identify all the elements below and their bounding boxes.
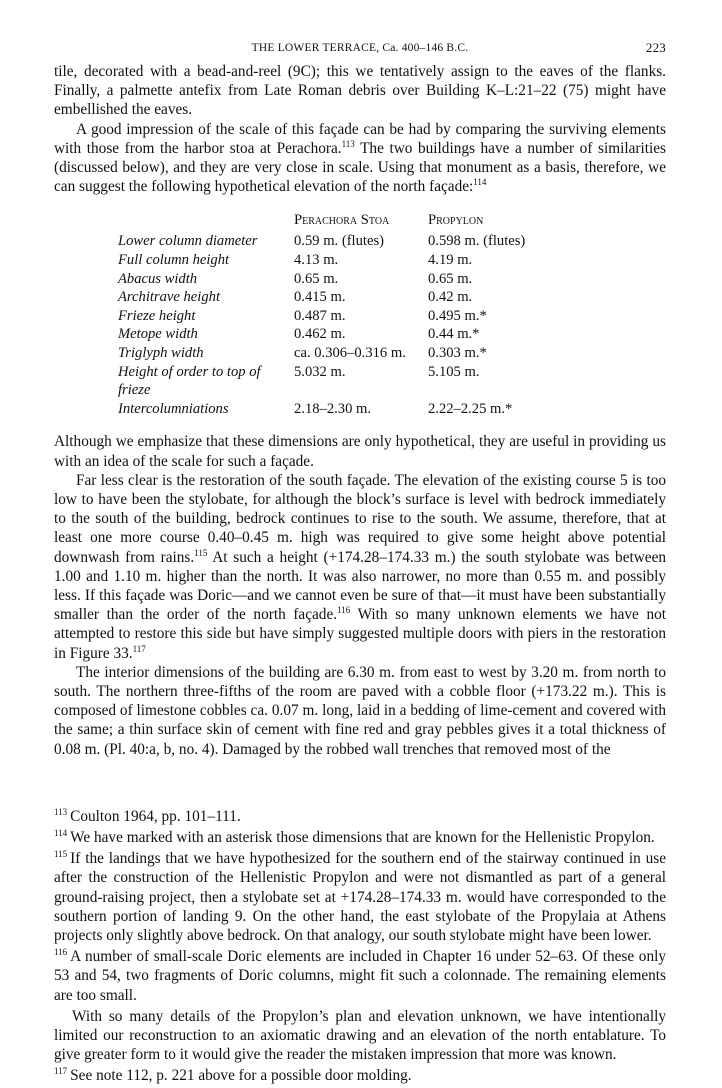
stoa-value: 2.18–2.30 m.	[294, 400, 372, 417]
paragraph-3: Although we emphasize that these dimensions are only hypothetical, they are useful in providing us with an idea of the scale for such a façade.	[54, 433, 666, 470]
table-row	[118, 307, 525, 326]
row-label: Architrave height	[118, 289, 220, 306]
paragraph-1: tile, decorated with a bead-and-reel (9C); this we tentatively assign to the eaves of the flanks. Finally, a palmette antefix from Late Roman debris over Building K–L:21–22 (75) might have embellished the eaves.	[54, 63, 666, 119]
row-label: Triglyph width	[118, 344, 204, 361]
propylon-value: 0.495 m.*	[428, 307, 487, 324]
footnotes	[54, 807, 666, 1086]
propylon-value: 4.19 m.	[428, 252, 473, 269]
footnote-ref-114: 114	[473, 177, 487, 188]
footnote-text: Coulton 1964, pp. 101–111.	[70, 807, 241, 825]
paragraph-4	[54, 471, 666, 663]
paragraph-2-text-b: The two buildings have a number of similarities (discussed below), and they are very close in scale. Using that monument as a basis, therefore, we can suggest the following hypothetical elevation of the north façade:	[54, 139, 666, 196]
propylon-value: 0.44 m.*	[428, 326, 480, 343]
footnote-number: 114	[54, 827, 68, 838]
table-header-stoa: Peracнora Stoa	[294, 212, 390, 229]
footnote-text: See note 112, p. 221 above for a possible door molding.	[70, 1067, 412, 1085]
footnote-ref-113: 113	[341, 138, 355, 149]
footnote-text: If the landings that we have hypothesized for the southern end of the stairway continued in use after the construction of the Hellenistic Propylon and were not dismantled as part of a general ground-raising project, then a stylobate set at +174.28–174.33 m. would have corresponded to the southern portion of landing 9. On the other hand, the east stylobate of the Propylaia at Athens projects only slightly above bedrock. On that analogy, our south stylobate might have been lower.	[54, 850, 666, 945]
footnote-number: 115	[54, 849, 68, 860]
footnote-ref-116: 116	[337, 605, 351, 616]
table-row	[118, 344, 525, 363]
stoa-value: 0.65 m.	[294, 270, 339, 287]
paragraph-4-text-b: At such a height (+174.28–174.33 m.) the south stylobate was between 1.00 and 1.10 m. higher than the north. It was also narrower, no more than 0.55 m. and possibly less. If this façade was Doric—and we cannot even be sure of that—it must have been substantially smaller than the order of the north façade.	[54, 548, 667, 624]
stoa-value: 0.462 m.	[294, 326, 346, 343]
footnote-number: 113	[54, 806, 68, 817]
row-label: Frieze height	[118, 307, 196, 324]
running-header	[54, 40, 666, 62]
row-label: Abacus width	[118, 270, 198, 287]
table-row	[118, 232, 525, 251]
paragraph-4-text-c: With so many unknown elements we have not attempted to restore this side but have simply suggested multiple doors with piers in the restoration in Figure 33.	[54, 606, 666, 662]
propylon-value: 2.22–2.25 m.*	[428, 400, 513, 417]
footnote-113	[54, 807, 666, 826]
row-label: Height of order to top of frieze	[118, 363, 261, 399]
stoa-value: 5.032 m.	[294, 363, 346, 380]
dimensions-table	[118, 212, 525, 418]
footnote-114	[54, 828, 666, 847]
paragraph-2	[54, 120, 666, 197]
propylon-value: 0.42 m.	[428, 289, 473, 306]
table-row	[118, 400, 525, 419]
footnote-115	[54, 849, 666, 945]
stoa-value: 0.415 m.	[294, 289, 346, 306]
paragraph-2-text-a: A good impression of the scale of this façade can be had by comparing the surviving elements with those from the harbor stoa at Perachora.	[54, 120, 666, 157]
footnote-116	[54, 947, 666, 1005]
propylon-value: 5.105 m.	[428, 363, 480, 380]
table-row	[118, 363, 525, 400]
stoa-value: 0.487 m.	[294, 307, 346, 324]
table-row	[118, 325, 525, 344]
paragraph-4-text-a: Far less clear is the restoration of the south façade. The elevation of the existing course 5 is too low to have been the stylobate, for although the block’s surface is level with bedrock immediately to the south of the building, bedrock continues to rise to the south. We assume, therefore, that at least one more course 0.40–0.45 m. high was required to give some height above potential downwash from rains.	[54, 471, 666, 566]
table-row	[118, 288, 525, 307]
footnote-ref-117: 117	[132, 643, 146, 654]
row-label: Metope width	[118, 326, 198, 343]
footnote-117	[54, 1066, 666, 1085]
stoa-value: ca. 0.306–0.316 m.	[294, 344, 406, 361]
row-label: Full column height	[118, 252, 230, 269]
propylon-value: 0.303 m.*	[428, 344, 487, 361]
running-title: THE LOWER TERRACE, Ca. 400–146 B.C.	[251, 42, 469, 54]
table-row	[118, 270, 525, 289]
page	[54, 40, 666, 1088]
footnote-ref-115: 115	[194, 547, 208, 558]
footnote-number: 116	[54, 947, 68, 958]
table-header-row	[118, 212, 525, 232]
row-label: Intercolumniations	[118, 400, 229, 417]
page-number: 223	[645, 40, 666, 55]
propylon-value: 0.65 m.	[428, 270, 473, 287]
row-label: Lower column diameter	[118, 233, 258, 250]
table-header-propylon: Propylon	[428, 212, 484, 229]
table-header-label	[118, 212, 294, 232]
paragraph-5: The interior dimensions of the building are 6.30 m. from east to west by 3.20 m. from north to south. The northern three-fifths of the room are paved with a cobble floor (+173.22 m.). This is composed of limestone cobbles ca. 0.07 m. long, laid in a bedding of lime-cement and covered with the same; a thin surface skin of cement with fine red and gray pebbles gives it a total thickness of 0.08 m. (Pl. 40:a, b, no. 4). Damaged by the robbed wall trenches that removed most of the	[54, 663, 666, 758]
footnote-text: A number of small-scale Doric elements are included in Chapter 16 under 52–63. Of these only 53 and 54, two fragments of Doric columns, might fit such a colonnade. The remaining elements are too small.	[54, 948, 666, 1004]
footnote-number: 117	[54, 1066, 68, 1077]
stoa-value: 0.59 m. (flutes)	[294, 233, 384, 250]
propylon-value: 0.598 m. (flutes)	[428, 233, 526, 250]
footnote-116-continued: With so many details of the Propylon’s plan and elevation unknown, we have intentionally limited our reconstruction to an axiomatic drawing and an elevation of the north entablature. To give greater form to it would give the reader the mistaken impression that more was known.	[54, 1007, 666, 1064]
table-row	[118, 251, 525, 270]
footnote-text: We have marked with an asterisk those dimensions that are known for the Hellenistic Propylon.	[70, 829, 655, 847]
stoa-value: 4.13 m.	[294, 252, 339, 269]
